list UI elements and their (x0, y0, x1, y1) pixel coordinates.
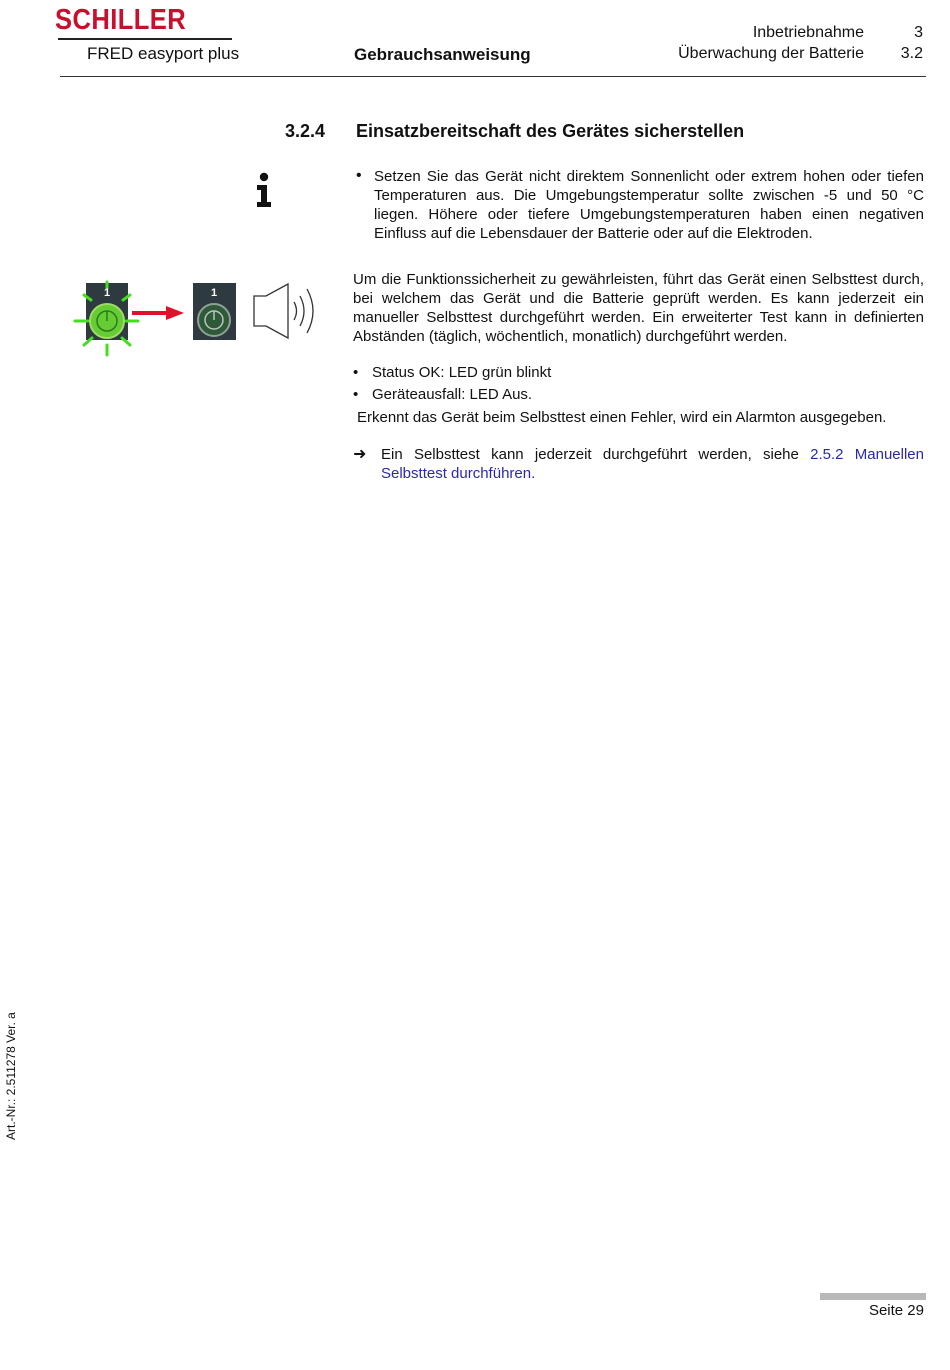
info-bullet-text: Setzen Sie das Gerät nicht direktem Sonnenlicht oder extrem hohen oder tiefen Temperaturen aus. Die Umgebungstemperatur sollte zwischen -5 und 50 °C liegen. Höhere oder tiefere Umgebungstemperaturen haben einen negativen Einfluss auf die Lebensdauer der Batterie oder auf die Elektroden. (374, 168, 924, 242)
logo-rule (58, 38, 232, 40)
list-item (353, 363, 924, 385)
document-type: Gebrauchsanweisung (354, 45, 531, 64)
product-name: FRED easyport plus (87, 44, 240, 63)
device-failure-text: Geräteausfall: LED Aus. (372, 386, 533, 403)
section-title: Einsatzbereitschaft des Gerätes sicherstellen (356, 121, 745, 141)
selftest-description (353, 270, 924, 346)
reference-text (381, 445, 924, 483)
header-rule (60, 76, 926, 77)
page-number: Seite 29 (868, 1302, 924, 1319)
selftest-figure (70, 278, 330, 360)
button-number-label: 1 (210, 287, 218, 299)
reference-suffix: . (531, 465, 536, 482)
chapter-number: 3 (914, 24, 923, 41)
paragraph-selftest: Um die Funktionssicherheit zu gewährleisten, führt das Gerät einen Selbsttest durch, bei welchem das Gerät und die Batterie geprüft werden. Es kann jederzeit ein manueller Selbsttest durchgeführt werden. Ein erweiterter Test kann in definierten Abständen (täglich, wöchentlich, monatlich) durchgeführt werden. (353, 271, 924, 345)
power-button-icon (193, 283, 236, 340)
reference-lead-text: Ein Selbsttest kann jederzeit durchgeführt werden, siehe (381, 446, 811, 463)
footer-bar (820, 1293, 926, 1300)
arrow-right-icon: ➜ (353, 446, 367, 463)
chapter-title: Inbetriebnahme (752, 24, 864, 41)
bullet-marker: • (356, 167, 362, 184)
status-ok-text: Status OK: LED grün blinkt (372, 364, 552, 381)
speaker-icon (254, 284, 313, 338)
section-number: 3.2.4 (285, 121, 326, 141)
red-arrow-icon (132, 306, 184, 320)
status-list (353, 363, 924, 407)
section-title-header: Überwachung der Batterie (678, 45, 864, 62)
manual-selftest-link[interactable]: 2.5.2 Manuellen Selbsttest durchführen (381, 446, 924, 482)
list-item (353, 385, 924, 407)
bullet-marker: • (353, 364, 359, 381)
button-number-label: 1 (103, 287, 111, 299)
power-button-blinking-icon (75, 282, 138, 355)
reference-note (353, 445, 924, 483)
info-bullet (356, 167, 924, 243)
alarm-note: Erkennt das Gerät beim Selbsttest einen Fehler, wird ein Alarmton ausgegeben. (357, 409, 887, 426)
bullet-marker: • (353, 386, 359, 403)
info-icon (252, 172, 276, 208)
brand-logo: SCHILLER (55, 4, 187, 36)
article-number: Art.-Nr.: 2.511278 Ver. a (4, 1012, 18, 1140)
section-number-header: 3.2 (900, 45, 923, 62)
